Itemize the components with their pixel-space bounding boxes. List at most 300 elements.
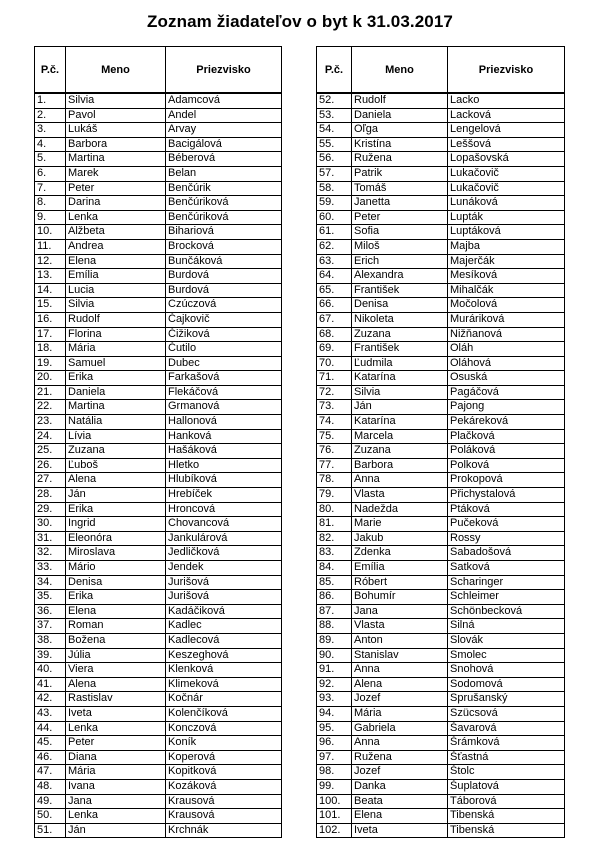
cell-number: 95. [317,721,352,736]
cell-last-name: Koník [166,736,282,751]
table-row [317,225,565,240]
cell-last-name: Krausová [166,794,282,809]
cell-first-name: František [352,342,448,357]
cell-last-name: Kočnár [166,692,282,707]
cell-last-name: Rossy [448,531,565,546]
cell-number: 55. [317,137,352,152]
cell-number: 26. [35,458,66,473]
cell-first-name: Daniela [66,385,166,400]
cell-number: 25. [35,444,66,459]
table-row [317,706,565,721]
cell-number: 27. [35,473,66,488]
cell-last-name: Lacková [448,108,565,123]
cell-last-name: Oláhová [448,356,565,371]
table-row [317,575,565,590]
table-row [35,356,282,371]
table-row [35,269,282,284]
cell-first-name: Ján [66,488,166,503]
cell-number: 77. [317,458,352,473]
header-last-name: Priezvisko [448,47,565,94]
cell-first-name: Florina [66,327,166,342]
table-row [317,561,565,576]
header-first-name: Meno [66,47,166,94]
cell-first-name: Barbora [66,137,166,152]
cell-first-name: Lenka [66,809,166,824]
cell-last-name: Lacko [448,93,565,108]
table-row [317,269,565,284]
cell-first-name: Denisa [66,575,166,590]
cell-first-name: Patrik [352,166,448,181]
cell-number: 57. [317,166,352,181]
cell-number: 102. [317,823,352,838]
cell-last-name: Přichystalová [448,488,565,503]
cell-last-name: Bacigálová [166,137,282,152]
cell-first-name: Jana [66,794,166,809]
table-row [317,312,565,327]
table-row [35,444,282,459]
cell-number: 90. [317,648,352,663]
table-row [35,633,282,648]
cell-number: 97. [317,750,352,765]
cell-number: 33. [35,561,66,576]
cell-first-name: Lívia [66,429,166,444]
cell-last-name: Czúczová [166,298,282,313]
cell-first-name: Stanislav [352,648,448,663]
cell-last-name: Konczová [166,721,282,736]
cell-number: 98. [317,765,352,780]
table-row [35,663,282,678]
cell-last-name: Tibenská [448,809,565,824]
header-number: P.č. [317,47,352,94]
cell-number: 6. [35,166,66,181]
table-row [35,210,282,225]
table-row [35,458,282,473]
cell-first-name: Nadežda [352,502,448,517]
cell-number: 8. [35,196,66,211]
table-row [35,312,282,327]
cell-number: 53. [317,108,352,123]
cell-first-name: Anton [352,633,448,648]
cell-last-name: Krausová [166,809,282,824]
table-row [317,239,565,254]
table-row [317,692,565,707]
cell-first-name: Silvia [352,385,448,400]
cell-number: 83. [317,546,352,561]
table-row [317,93,565,108]
table-row [317,794,565,809]
table-row [317,298,565,313]
cell-number: 16. [35,312,66,327]
cell-first-name: Viera [66,663,166,678]
table-header-row [317,47,565,94]
cell-first-name: Anna [352,473,448,488]
table-row [35,196,282,211]
table-row [317,546,565,561]
cell-first-name: Katarína [352,371,448,386]
table-row [35,473,282,488]
cell-number: 51. [35,823,66,838]
cell-number: 9. [35,210,66,225]
cell-number: 5. [35,152,66,167]
table-row [35,225,282,240]
cell-number: 23. [35,415,66,430]
table-row [35,779,282,794]
cell-number: 59. [317,196,352,211]
cell-first-name: Jozef [352,765,448,780]
cell-last-name: Adamcová [166,93,282,108]
table-row [317,108,565,123]
cell-number: 85. [317,575,352,590]
table-row [35,794,282,809]
table-row [317,633,565,648]
table-row [35,254,282,269]
cell-first-name: Jana [352,604,448,619]
cell-number: 75. [317,429,352,444]
table-row [317,458,565,473]
cell-last-name: Jedličková [166,546,282,561]
table-row [317,123,565,138]
table-row [317,385,565,400]
cell-first-name: Marcela [352,429,448,444]
cell-number: 38. [35,633,66,648]
cell-number: 42. [35,692,66,707]
table-row [35,648,282,663]
cell-first-name: Júlia [66,648,166,663]
cell-number: 36. [35,604,66,619]
cell-first-name: Elena [352,809,448,824]
table-row [35,692,282,707]
cell-number: 84. [317,561,352,576]
cell-last-name: Lopašovská [448,152,565,167]
cell-first-name: Vlasta [352,488,448,503]
table-body-right [317,93,565,838]
cell-first-name: Anna [352,736,448,751]
cell-number: 41. [35,677,66,692]
table-row [317,663,565,678]
cell-last-name: Bihariová [166,225,282,240]
cell-number: 11. [35,239,66,254]
cell-first-name: Lucia [66,283,166,298]
table-row [317,444,565,459]
table-row [35,502,282,517]
table-row [317,488,565,503]
table-row [317,721,565,736]
table-row [35,765,282,780]
cell-last-name: Chovancová [166,517,282,532]
cell-number: 64. [317,269,352,284]
table-row [35,590,282,605]
cell-number: 62. [317,239,352,254]
table-row [317,429,565,444]
cell-number: 32. [35,546,66,561]
cell-number: 35. [35,590,66,605]
cell-number: 101. [317,809,352,824]
cell-last-name: Pučeková [448,517,565,532]
cell-number: 37. [35,619,66,634]
cell-number: 7. [35,181,66,196]
cell-last-name: Hanková [166,429,282,444]
cell-number: 73. [317,400,352,415]
cell-first-name: Ružena [352,750,448,765]
cell-first-name: Marek [66,166,166,181]
table-row [35,750,282,765]
cell-number: 61. [317,225,352,240]
cell-last-name: Čutilo [166,342,282,357]
header-number: P.č. [35,47,66,94]
cell-last-name: Lupták [448,210,565,225]
table-row [35,429,282,444]
cell-first-name: Sofia [352,225,448,240]
cell-last-name: Štolc [448,765,565,780]
cell-number: 30. [35,517,66,532]
table-row [35,108,282,123]
cell-last-name: Klimeková [166,677,282,692]
cell-first-name: Silvia [66,93,166,108]
table-row [35,677,282,692]
table-row [35,123,282,138]
cell-first-name: Vlasta [352,619,448,634]
cell-first-name: Kristína [352,137,448,152]
cell-last-name: Kopitková [166,765,282,780]
cell-last-name: Kadlec [166,619,282,634]
cell-first-name: Ján [352,400,448,415]
table-row [35,575,282,590]
cell-number: 56. [317,152,352,167]
cell-last-name: Grmanová [166,400,282,415]
cell-last-name: Benčúriková [166,196,282,211]
cell-last-name: Šuplatová [448,779,565,794]
cell-number: 91. [317,663,352,678]
cell-first-name: Katarína [352,415,448,430]
cell-number: 89. [317,633,352,648]
cell-number: 46. [35,750,66,765]
cell-first-name: Alžbeta [66,225,166,240]
table-row [35,298,282,313]
table-row [317,517,565,532]
table-row [35,283,282,298]
cell-number: 65. [317,283,352,298]
cell-first-name: Róbert [352,575,448,590]
table-row [35,166,282,181]
table-row [317,604,565,619]
cell-first-name: Miloš [352,239,448,254]
cell-last-name: Benčúriková [166,210,282,225]
table-row [317,590,565,605]
cell-number: 45. [35,736,66,751]
table-row [317,166,565,181]
cell-number: 69. [317,342,352,357]
cell-last-name: Bunčáková [166,254,282,269]
cell-number: 63. [317,254,352,269]
cell-number: 17. [35,327,66,342]
cell-number: 52. [317,93,352,108]
cell-number: 1. [35,93,66,108]
cell-first-name: Tomáš [352,181,448,196]
table-row [317,371,565,386]
table-row [317,152,565,167]
cell-number: 87. [317,604,352,619]
cell-first-name: Iveta [352,823,448,838]
table-row [35,415,282,430]
cell-last-name: Hlubíková [166,473,282,488]
cell-first-name: Rudolf [352,93,448,108]
cell-first-name: Andrea [66,239,166,254]
table-row [35,809,282,824]
cell-last-name: Smolec [448,648,565,663]
cell-first-name: Rastislav [66,692,166,707]
cell-last-name: Hletko [166,458,282,473]
cell-number: 15. [35,298,66,313]
cell-number: 21. [35,385,66,400]
cell-number: 49. [35,794,66,809]
cell-last-name: Šrámková [448,736,565,751]
cell-first-name: Ľudmila [352,356,448,371]
cell-last-name: Scharinger [448,575,565,590]
cell-last-name: Majba [448,239,565,254]
cell-last-name: Schönbecková [448,604,565,619]
cell-last-name: Osuská [448,371,565,386]
cell-number: 67. [317,312,352,327]
cell-first-name: Emília [66,269,166,284]
table-row [35,721,282,736]
cell-last-name: Sabadošová [448,546,565,561]
cell-number: 74. [317,415,352,430]
cell-first-name: Mária [352,706,448,721]
cell-first-name: Peter [66,181,166,196]
table-body-left [35,93,282,838]
cell-first-name: František [352,283,448,298]
table-row [35,181,282,196]
table-row [35,531,282,546]
cell-first-name: Alena [66,677,166,692]
cell-first-name: Ružena [352,152,448,167]
table-row [35,385,282,400]
header-last-name: Priezvisko [166,47,282,94]
table-row [35,327,282,342]
cell-last-name: Brocková [166,239,282,254]
cell-number: 79. [317,488,352,503]
cell-first-name: Barbora [352,458,448,473]
cell-first-name: Emília [352,561,448,576]
cell-last-name: Snohová [448,663,565,678]
cell-last-name: Šavarová [448,721,565,736]
table-row [35,517,282,532]
cell-first-name: Silvia [66,298,166,313]
table-row [317,502,565,517]
cell-last-name: Čajkovič [166,312,282,327]
cell-number: 2. [35,108,66,123]
cell-number: 28. [35,488,66,503]
cell-first-name: Martina [66,152,166,167]
cell-first-name: Marie [352,517,448,532]
cell-number: 48. [35,779,66,794]
cell-number: 93. [317,692,352,707]
cell-number: 20. [35,371,66,386]
table-row [317,531,565,546]
cell-number: 13. [35,269,66,284]
cell-last-name: Lukačovič [448,181,565,196]
cell-last-name: Ptáková [448,502,565,517]
cell-number: 88. [317,619,352,634]
table-row [317,415,565,430]
cell-last-name: Oláh [448,342,565,357]
table-row [35,152,282,167]
table-row [35,823,282,838]
cell-last-name: Táborová [448,794,565,809]
cell-first-name: Alena [352,677,448,692]
table-row [317,181,565,196]
cell-number: 71. [317,371,352,386]
cell-first-name: Lenka [66,721,166,736]
table-row [35,561,282,576]
cell-number: 94. [317,706,352,721]
table-row [317,677,565,692]
cell-first-name: Zuzana [352,444,448,459]
table-row [317,619,565,634]
applicants-table-right [316,46,565,838]
cell-last-name: Plačková [448,429,565,444]
cell-first-name: Denisa [352,298,448,313]
cell-last-name: Sodomová [448,677,565,692]
table-row [35,706,282,721]
cell-last-name: Mihalčák [448,283,565,298]
table-row [35,342,282,357]
cell-number: 78. [317,473,352,488]
cell-last-name: Burdová [166,269,282,284]
cell-last-name: Hroncová [166,502,282,517]
cell-last-name: Belan [166,166,282,181]
cell-number: 47. [35,765,66,780]
cell-last-name: Pekáreková [448,415,565,430]
cell-last-name: Dubec [166,356,282,371]
cell-last-name: Satková [448,561,565,576]
cell-number: 76. [317,444,352,459]
cell-first-name: Erika [66,590,166,605]
table-header-row [35,47,282,94]
cell-last-name: Hašáková [166,444,282,459]
cell-last-name: Farkašová [166,371,282,386]
cell-last-name: Pajong [448,400,565,415]
cell-last-name: Poláková [448,444,565,459]
cell-first-name: Nikoleta [352,312,448,327]
cell-last-name: Hallonová [166,415,282,430]
table-row [317,473,565,488]
table-row [35,371,282,386]
cell-number: 39. [35,648,66,663]
cell-first-name: Danka [352,779,448,794]
table-row [317,750,565,765]
cell-first-name: Erika [66,371,166,386]
table-row [317,765,565,780]
cell-number: 60. [317,210,352,225]
cell-last-name: Tibenská [448,823,565,838]
table-row [35,619,282,634]
document-title: Zoznam žiadateľov o byt k 31.03.2017 [147,12,453,31]
cell-number: 99. [317,779,352,794]
cell-first-name: Roman [66,619,166,634]
applicants-table-left [34,46,282,838]
cell-last-name: Jurišová [166,575,282,590]
cell-first-name: Oľga [352,123,448,138]
cell-number: 29. [35,502,66,517]
cell-first-name: Iveta [66,706,166,721]
table-row [317,283,565,298]
cell-first-name: Elena [66,254,166,269]
cell-number: 31. [35,531,66,546]
cell-first-name: Zdenka [352,546,448,561]
cell-number: 80. [317,502,352,517]
cell-first-name: Lukáš [66,123,166,138]
